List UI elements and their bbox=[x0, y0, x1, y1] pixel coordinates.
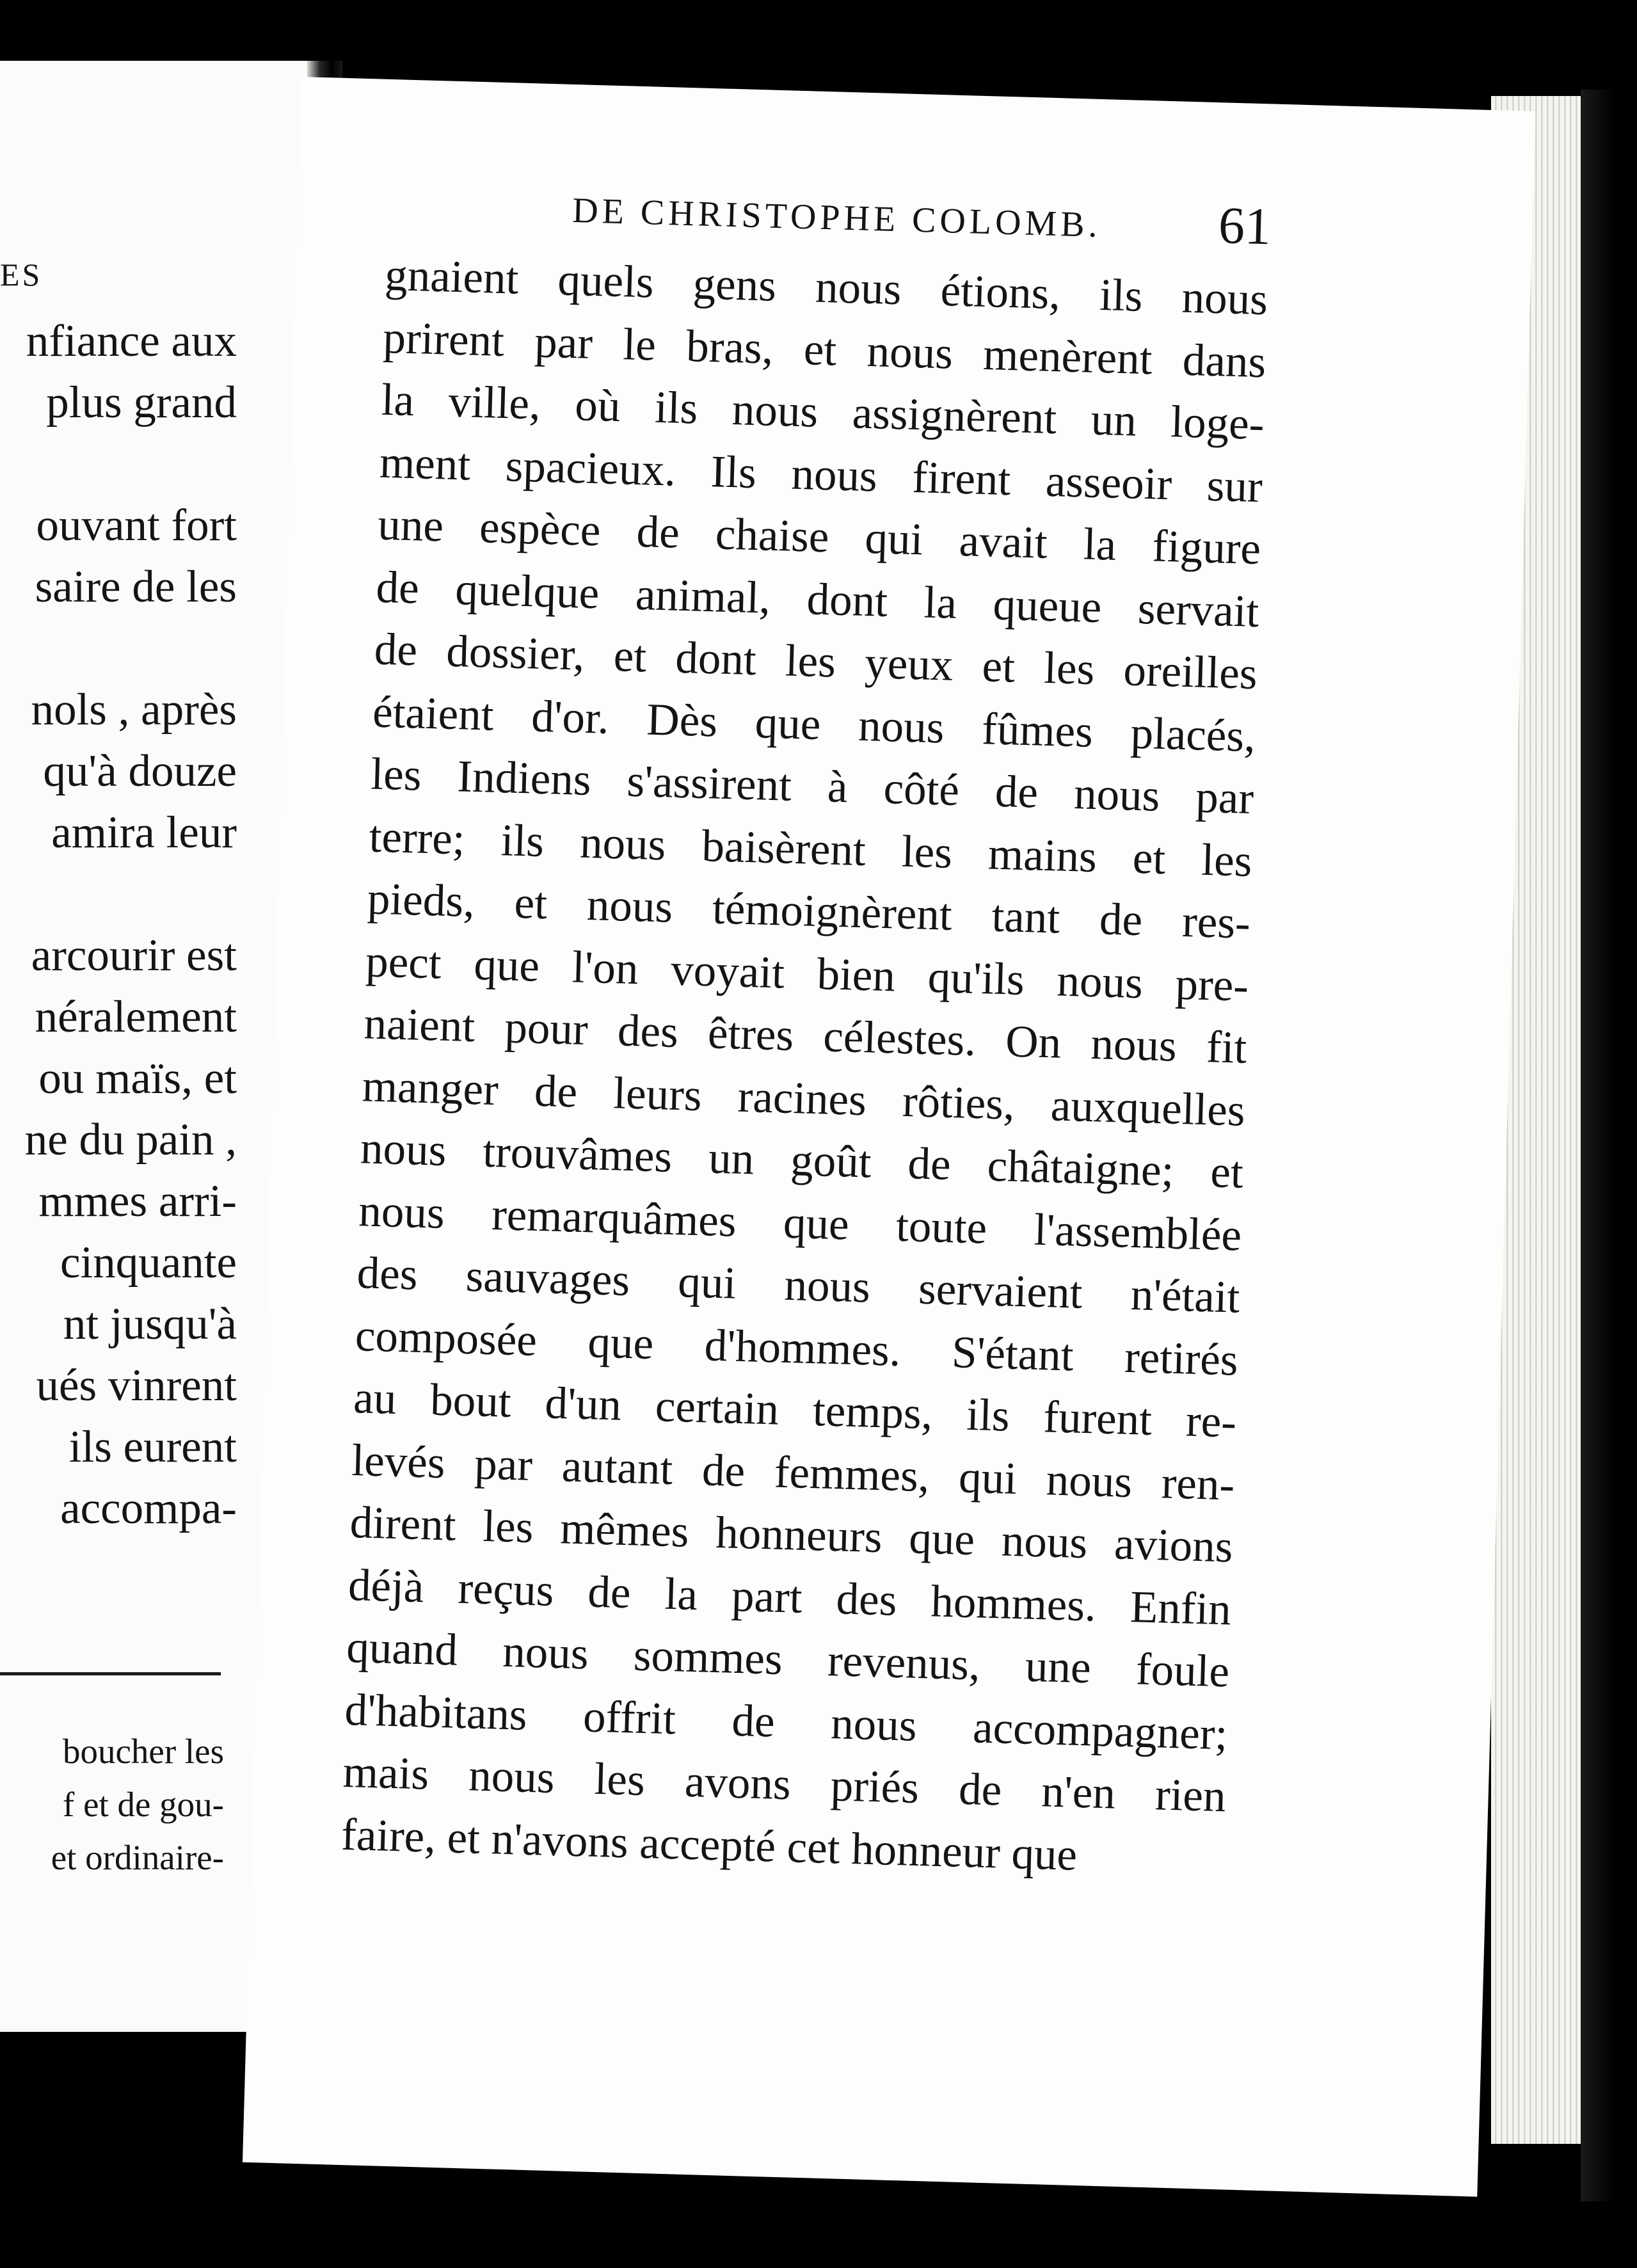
text-line: au bout d'un certain temps, ils furent re- bbox=[353, 1373, 1237, 1448]
right-page bbox=[243, 77, 1535, 2197]
footnote-line: boucher les bbox=[63, 1732, 224, 1771]
text-line: la ville, où ils nous assignèrent un loge- bbox=[380, 374, 1265, 450]
text-line: des sauvages qui nous servaient n'était bbox=[356, 1248, 1241, 1323]
left-line bbox=[0, 863, 237, 925]
text-line: mais nous les avons priés de n'en rien bbox=[342, 1746, 1227, 1822]
left-line: ne du pain , bbox=[24, 1115, 237, 1165]
left-line: ués vinrent bbox=[36, 1361, 237, 1410]
left-line: nt jusqu'à bbox=[63, 1299, 237, 1349]
left-line: saire de les bbox=[35, 562, 237, 612]
text-line: manger de leurs racines rôties, auxquelles bbox=[361, 1060, 1246, 1136]
left-line: néralement bbox=[35, 992, 237, 1042]
left-line: plus grand bbox=[46, 378, 237, 427]
text-line: gnaient quels gens nous étions, ils nous bbox=[384, 250, 1268, 325]
left-line: arcourir est bbox=[31, 930, 237, 980]
left-line: nfiance aux bbox=[26, 316, 237, 366]
running-head: DE CHRISTOPHE COLOMB. bbox=[571, 190, 1102, 245]
text-line: d'habitans offrit de nous accompagner; bbox=[344, 1684, 1229, 1759]
text-line: levés par autant de femmes, qui nous ren- bbox=[351, 1435, 1236, 1510]
left-line: ils eurent bbox=[68, 1422, 237, 1472]
text-line: terre; ils nous baisèrent les mains et les bbox=[368, 811, 1253, 886]
page-number: 61 bbox=[1217, 196, 1272, 256]
left-line: qu'à douze bbox=[43, 746, 237, 796]
left-line: mmes arri- bbox=[38, 1176, 237, 1226]
left-line: ou maïs, et bbox=[38, 1053, 237, 1103]
left-line: cinquante bbox=[60, 1238, 237, 1288]
left-line: amira leur bbox=[51, 808, 237, 858]
book-edge-shadow bbox=[1581, 90, 1637, 2201]
text-line: nous remarquâmes que toute l'assemblée bbox=[358, 1185, 1243, 1261]
text-line: déjà reçus de la part des hommes. Enfin bbox=[347, 1560, 1232, 1635]
text-line: dirent les mêmes honneurs que nous avions bbox=[349, 1497, 1234, 1572]
left-line: ouvant fort bbox=[36, 500, 237, 550]
left-line: accompa- bbox=[60, 1483, 237, 1533]
left-running-head: ES bbox=[0, 257, 43, 292]
left-line bbox=[0, 433, 237, 495]
text-line: nous trouvâmes un goût de châtaigne; et bbox=[360, 1123, 1244, 1198]
text-line: une espèce de chaise qui avait la figure bbox=[377, 499, 1262, 575]
text-line: de quelque animal, dont la queue servait bbox=[375, 562, 1260, 637]
footnote-line: et ordinaire- bbox=[51, 1838, 224, 1877]
text-line: étaient d'or. Dès que nous fûmes placés, bbox=[372, 687, 1256, 762]
left-line bbox=[0, 618, 237, 679]
footnote-rule bbox=[0, 1672, 221, 1675]
left-page-text bbox=[0, 310, 237, 1539]
footnote-line: f et de gou- bbox=[63, 1785, 224, 1824]
left-footnotes bbox=[0, 1725, 224, 1884]
text-line: quand nous sommes revenus, une foule bbox=[346, 1622, 1231, 1697]
text-line: prirent par le bras, et nous menèrent dans bbox=[382, 312, 1267, 387]
text-line: de dossier, et dont les yeux et les oreilles bbox=[373, 624, 1258, 699]
text-line: pect que l'on voyait bien qu'ils nous pre- bbox=[365, 936, 1250, 1011]
text-line: naient pour des êtres célestes. On nous fit bbox=[363, 998, 1248, 1073]
left-line: nols , après bbox=[31, 685, 237, 735]
text-line: ment spacieux. Ils nous firent asseoir sur bbox=[379, 437, 1263, 512]
text-line: pieds, et nous témoignèrent tant de res- bbox=[367, 874, 1251, 948]
text-line: les Indiens s'assirent à côté de nous par bbox=[370, 749, 1255, 824]
text-line: composée que d'hommes. S'étant retirés bbox=[355, 1310, 1239, 1386]
body-text bbox=[340, 244, 1268, 1891]
text-line: faire, et n'avons accepté cet honneur que bbox=[340, 1809, 1078, 1880]
